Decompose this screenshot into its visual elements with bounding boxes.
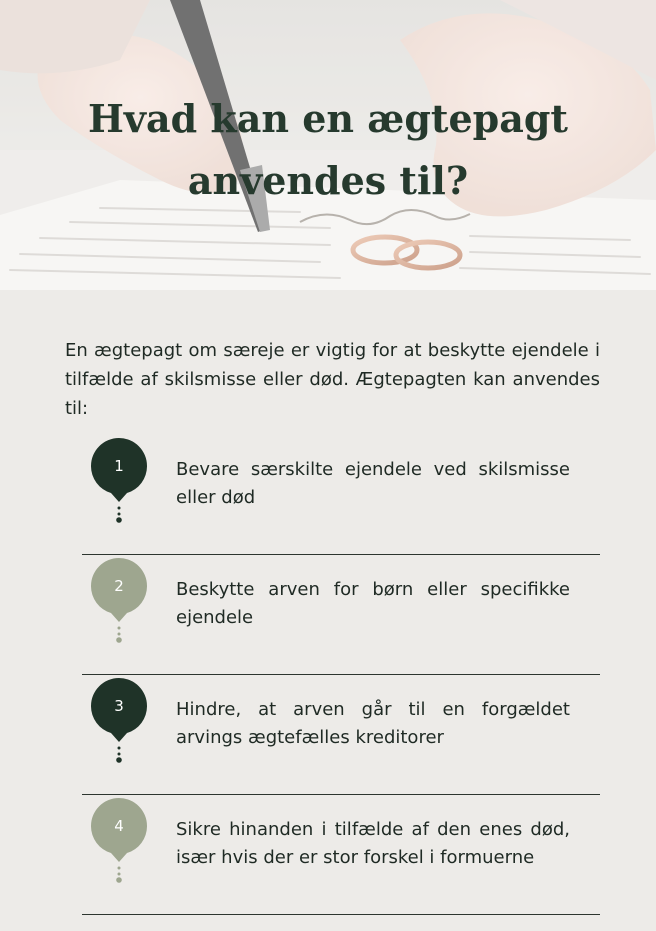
hero-photo bbox=[0, 0, 656, 290]
item-number: 2 bbox=[114, 577, 124, 595]
item-text: Hindre, at arven går til en forgældet arvings ægtefælles kreditorer bbox=[176, 699, 570, 748]
list-item bbox=[82, 676, 600, 795]
title-line-1: Hvad kan en ægtepagt bbox=[88, 96, 568, 141]
number-marker bbox=[91, 798, 147, 890]
item-text: Bevare særskilte ejendele ved skilsmisse eller død bbox=[176, 459, 570, 508]
item-text: Beskytte arven for børn eller specifikke ejendele bbox=[176, 579, 570, 628]
page-title bbox=[0, 88, 656, 212]
list-item bbox=[82, 796, 600, 915]
list-item bbox=[82, 436, 600, 555]
list-item bbox=[82, 556, 600, 675]
item-number: 1 bbox=[114, 457, 124, 475]
item-text: Sikre hinanden i tilfælde af den enes død, især hvis der er stor forskel i formuerne bbox=[176, 819, 570, 868]
item-number: 4 bbox=[114, 817, 124, 835]
intro-paragraph: En ægtepagt om særeje er vigtig for at beskytte ejendele i tilfælde af skilsmisse eller død. Ægtepagten kan anvendes til: bbox=[65, 340, 600, 419]
number-marker bbox=[91, 678, 147, 770]
number-marker bbox=[91, 558, 147, 650]
use-cases-list bbox=[82, 436, 600, 916]
title-line-2: anvendes til? bbox=[187, 158, 469, 203]
item-number: 3 bbox=[114, 697, 124, 715]
number-marker bbox=[91, 438, 147, 530]
